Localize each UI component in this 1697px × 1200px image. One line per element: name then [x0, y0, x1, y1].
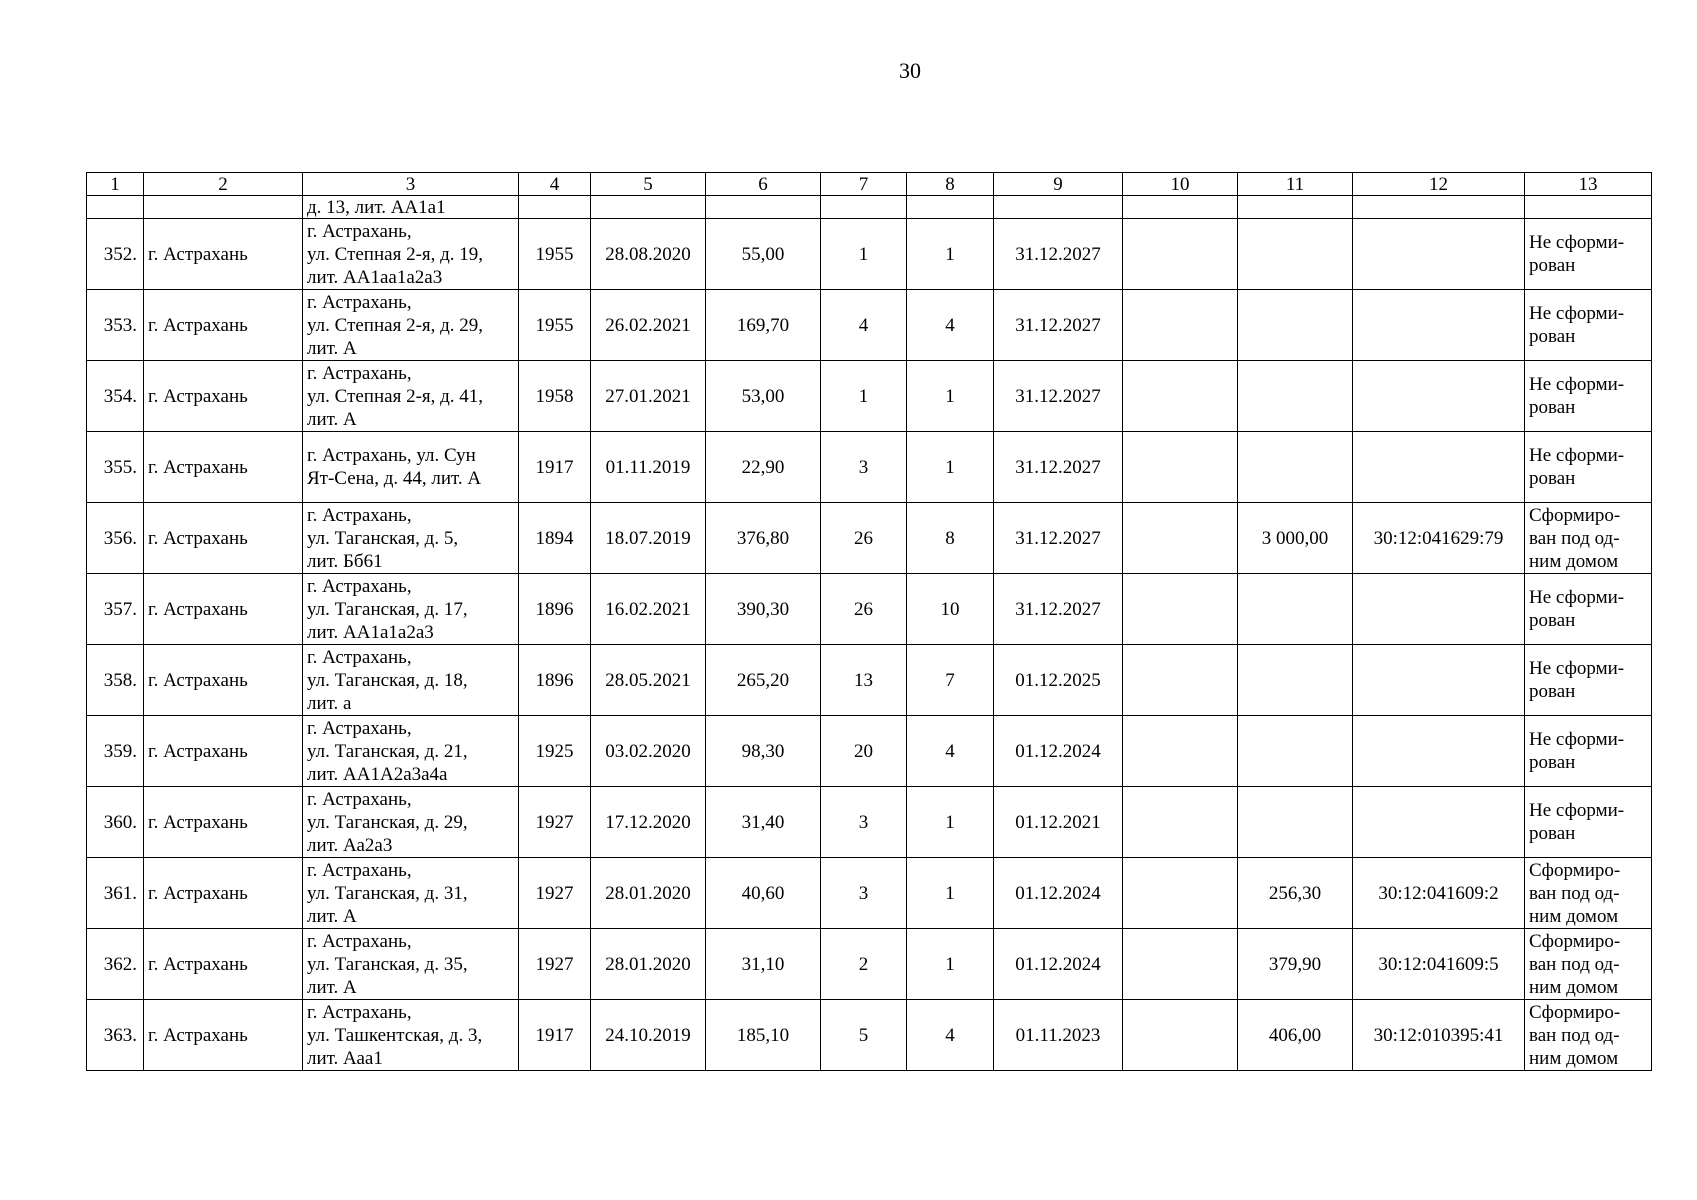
cell-deadline: 31.12.2027 — [994, 432, 1123, 503]
table-row — [87, 503, 1652, 574]
cell-city: г. Астрахань — [144, 787, 303, 858]
cell-status: Не сформи- рован — [1525, 574, 1652, 645]
cell-year: 1955 — [519, 219, 591, 290]
cell-col-8: 1 — [907, 432, 994, 503]
cell-empty — [1238, 196, 1353, 219]
cell-col-7: 1 — [821, 219, 907, 290]
cell-address: г. Астрахань, ул. Таганская, д. 21, лит. АА1А2а3а4а — [303, 716, 519, 787]
cell-year: 1917 — [519, 1000, 591, 1071]
cell-row-number: 359. — [87, 716, 144, 787]
cell-year: 1917 — [519, 432, 591, 503]
column-number: 4 — [519, 173, 591, 196]
column-number: 9 — [994, 173, 1123, 196]
column-number: 5 — [591, 173, 706, 196]
cell-year: 1927 — [519, 787, 591, 858]
cell-empty — [907, 196, 994, 219]
cell-empty — [821, 196, 907, 219]
cell-row-number: 353. — [87, 290, 144, 361]
cell-area: 53,00 — [706, 361, 821, 432]
cell-status: Сформиро- ван под од- ним домом — [1525, 503, 1652, 574]
cell-area: 265,20 — [706, 645, 821, 716]
column-number: 2 — [144, 173, 303, 196]
cell-land-area — [1238, 290, 1353, 361]
cell-land-area — [1238, 645, 1353, 716]
cell-address: г. Астрахань, ул. Таганская, д. 31, лит. А — [303, 858, 519, 929]
cell-deadline: 01.11.2023 — [994, 1000, 1123, 1071]
cell-cadastral-number: 30:12:041609:2 — [1353, 858, 1525, 929]
cell-land-area: 406,00 — [1238, 1000, 1353, 1071]
cell-cadastral-number — [1353, 787, 1525, 858]
cell-deadline: 31.12.2027 — [994, 574, 1123, 645]
table-body — [87, 173, 1652, 1071]
cell-year: 1925 — [519, 716, 591, 787]
cell-land-area — [1238, 787, 1353, 858]
cell-city: г. Астрахань — [144, 716, 303, 787]
cell-empty — [519, 196, 591, 219]
cell-date: 28.01.2020 — [591, 929, 706, 1000]
cell-area: 376,80 — [706, 503, 821, 574]
cell-land-area — [1238, 716, 1353, 787]
cell-col-8: 1 — [907, 219, 994, 290]
cell-col-8: 1 — [907, 787, 994, 858]
cell-col-8: 4 — [907, 1000, 994, 1071]
cell-year: 1896 — [519, 645, 591, 716]
cell-land-area — [1238, 574, 1353, 645]
cell-area: 390,30 — [706, 574, 821, 645]
cell-row-number: 363. — [87, 1000, 144, 1071]
cell-date: 01.11.2019 — [591, 432, 706, 503]
table-row — [87, 858, 1652, 929]
page-number: 30 — [899, 58, 921, 83]
cell-address: г. Астрахань, ул. Таганская, д. 35, лит. А — [303, 929, 519, 1000]
cell-col-8: 1 — [907, 929, 994, 1000]
cell-cadastral-number — [1353, 432, 1525, 503]
cell-col-8: 4 — [907, 716, 994, 787]
cell-date: 03.02.2020 — [591, 716, 706, 787]
column-number: 8 — [907, 173, 994, 196]
cell-row-number: 355. — [87, 432, 144, 503]
cell-col-10 — [1123, 929, 1238, 1000]
cell-cadastral-number — [1353, 645, 1525, 716]
cell-cadastral-number — [1353, 219, 1525, 290]
cell-empty — [591, 196, 706, 219]
table-row — [87, 290, 1652, 361]
cell-address: г. Астрахань, ул. Ташкентская, д. 3, лит. Ааа1 — [303, 1000, 519, 1071]
cell-col-7: 3 — [821, 787, 907, 858]
cell-address: г. Астрахань, ул. Степная 2-я, д. 41, лит. А — [303, 361, 519, 432]
column-number: 7 — [821, 173, 907, 196]
cell-row-number: 358. — [87, 645, 144, 716]
cell-address: г. Астрахань, ул. Степная 2-я, д. 29, лит. А — [303, 290, 519, 361]
cell-year: 1927 — [519, 929, 591, 1000]
cell-row-number: 361. — [87, 858, 144, 929]
cell-address: г. Астрахань, ул. Степная 2-я, д. 19, лит. АА1аа1а2а3 — [303, 219, 519, 290]
cell-col-7: 4 — [821, 290, 907, 361]
cell-empty — [144, 196, 303, 219]
cell-cadastral-number — [1353, 290, 1525, 361]
cell-col-7: 26 — [821, 574, 907, 645]
table-row — [87, 716, 1652, 787]
cell-col-8: 7 — [907, 645, 994, 716]
cell-empty — [1525, 196, 1652, 219]
cell-date: 28.01.2020 — [591, 858, 706, 929]
cell-status: Не сформи- рован — [1525, 290, 1652, 361]
cell-area: 55,00 — [706, 219, 821, 290]
cell-area: 22,90 — [706, 432, 821, 503]
cell-deadline: 01.12.2024 — [994, 858, 1123, 929]
cell-row-number: 360. — [87, 787, 144, 858]
cell-col-8: 8 — [907, 503, 994, 574]
cell-col-7: 2 — [821, 929, 907, 1000]
cell-area: 40,60 — [706, 858, 821, 929]
cell-year: 1927 — [519, 858, 591, 929]
cell-area: 31,10 — [706, 929, 821, 1000]
cell-address: г. Астрахань, ул. Сун Ят-Сена, д. 44, лит. А — [303, 432, 519, 503]
cell-deadline: 31.12.2027 — [994, 503, 1123, 574]
cell-city: г. Астрахань — [144, 1000, 303, 1071]
column-number: 3 — [303, 173, 519, 196]
cell-city: г. Астрахань — [144, 645, 303, 716]
cell-cadastral-number: 30:12:041629:79 — [1353, 503, 1525, 574]
cell-year: 1894 — [519, 503, 591, 574]
continuation-row — [87, 196, 1652, 219]
cell-year: 1955 — [519, 290, 591, 361]
cell-area: 31,40 — [706, 787, 821, 858]
cell-empty — [1123, 196, 1238, 219]
table-row — [87, 574, 1652, 645]
cell-date: 16.02.2021 — [591, 574, 706, 645]
cell-col-7: 13 — [821, 645, 907, 716]
cell-col-10 — [1123, 645, 1238, 716]
cell-col-10 — [1123, 574, 1238, 645]
cell-deadline: 31.12.2027 — [994, 361, 1123, 432]
cell-empty — [706, 196, 821, 219]
table-row — [87, 787, 1652, 858]
cell-col-10 — [1123, 432, 1238, 503]
cell-col-10 — [1123, 290, 1238, 361]
cell-land-area: 256,30 — [1238, 858, 1353, 929]
cell-row-number: 354. — [87, 361, 144, 432]
cell-row-number: 362. — [87, 929, 144, 1000]
cell-col-10 — [1123, 716, 1238, 787]
cell-col-8: 10 — [907, 574, 994, 645]
cell-status: Не сформи- рован — [1525, 219, 1652, 290]
cell-land-area — [1238, 361, 1353, 432]
cell-city: г. Астрахань — [144, 858, 303, 929]
cell-land-area — [1238, 219, 1353, 290]
column-number-row — [87, 173, 1652, 196]
cell-address: г. Астрахань, ул. Таганская, д. 17, лит. АА1а1а2а3 — [303, 574, 519, 645]
cell-year: 1896 — [519, 574, 591, 645]
column-number: 6 — [706, 173, 821, 196]
cell-cadastral-number — [1353, 716, 1525, 787]
cell-year: 1958 — [519, 361, 591, 432]
cell-deadline: 31.12.2027 — [994, 290, 1123, 361]
cell-city: г. Астрахань — [144, 574, 303, 645]
table-row — [87, 361, 1652, 432]
cell-deadline: 31.12.2027 — [994, 219, 1123, 290]
cell-city: г. Астрахань — [144, 432, 303, 503]
cell-deadline: 01.12.2021 — [994, 787, 1123, 858]
cell-land-area: 3 000,00 — [1238, 503, 1353, 574]
column-number: 10 — [1123, 173, 1238, 196]
cell-address: г. Астрахань, ул. Таганская, д. 5, лит. Бб61 — [303, 503, 519, 574]
cell-deadline: 01.12.2024 — [994, 716, 1123, 787]
column-number: 11 — [1238, 173, 1353, 196]
cell-land-area: 379,90 — [1238, 929, 1353, 1000]
cell-col-10 — [1123, 1000, 1238, 1071]
cell-empty — [1353, 196, 1525, 219]
cell-date: 24.10.2019 — [591, 1000, 706, 1071]
cell-status: Не сформи- рован — [1525, 432, 1652, 503]
cell-date: 26.02.2021 — [591, 290, 706, 361]
cell-col-10 — [1123, 787, 1238, 858]
cell-col-10 — [1123, 361, 1238, 432]
cell-city: г. Астрахань — [144, 361, 303, 432]
cell-address-continuation: д. 13, лит. АА1а1 — [303, 196, 519, 219]
table-row — [87, 1000, 1652, 1071]
cell-col-7: 26 — [821, 503, 907, 574]
cell-status: Сформиро- ван под од- ним домом — [1525, 1000, 1652, 1071]
cell-empty — [87, 196, 144, 219]
cell-area: 169,70 — [706, 290, 821, 361]
cell-col-10 — [1123, 503, 1238, 574]
cell-col-10 — [1123, 219, 1238, 290]
cell-status: Не сформи- рован — [1525, 361, 1652, 432]
cell-col-7: 3 — [821, 858, 907, 929]
cell-col-8: 4 — [907, 290, 994, 361]
cell-status: Не сформи- рован — [1525, 787, 1652, 858]
cell-row-number: 356. — [87, 503, 144, 574]
table-row — [87, 432, 1652, 503]
cell-cadastral-number: 30:12:041609:5 — [1353, 929, 1525, 1000]
column-number: 13 — [1525, 173, 1652, 196]
cell-status: Не сформи- рован — [1525, 716, 1652, 787]
table-row — [87, 219, 1652, 290]
cell-deadline: 01.12.2024 — [994, 929, 1123, 1000]
cell-date: 28.08.2020 — [591, 219, 706, 290]
cell-address: г. Астрахань, ул. Таганская, д. 29, лит. Аа2а3 — [303, 787, 519, 858]
cell-cadastral-number — [1353, 574, 1525, 645]
cell-cadastral-number: 30:12:010395:41 — [1353, 1000, 1525, 1071]
cell-area: 185,10 — [706, 1000, 821, 1071]
cell-status: Сформиро- ван под од- ним домом — [1525, 929, 1652, 1000]
cell-status: Сформиро- ван под од- ним домом — [1525, 858, 1652, 929]
cell-date: 28.05.2021 — [591, 645, 706, 716]
cell-deadline: 01.12.2025 — [994, 645, 1123, 716]
cell-col-7: 3 — [821, 432, 907, 503]
cell-col-10 — [1123, 858, 1238, 929]
cell-row-number: 352. — [87, 219, 144, 290]
cell-area: 98,30 — [706, 716, 821, 787]
cell-city: г. Астрахань — [144, 503, 303, 574]
cell-col-8: 1 — [907, 361, 994, 432]
cell-status: Не сформи- рован — [1525, 645, 1652, 716]
cell-date: 27.01.2021 — [591, 361, 706, 432]
cell-address: г. Астрахань, ул. Таганская, д. 18, лит. а — [303, 645, 519, 716]
table-row — [87, 645, 1652, 716]
table-row — [87, 929, 1652, 1000]
cell-date: 17.12.2020 — [591, 787, 706, 858]
cell-date: 18.07.2019 — [591, 503, 706, 574]
cell-empty — [994, 196, 1123, 219]
cell-col-7: 5 — [821, 1000, 907, 1071]
cell-cadastral-number — [1353, 361, 1525, 432]
cell-col-7: 20 — [821, 716, 907, 787]
cell-land-area — [1238, 432, 1353, 503]
cell-row-number: 357. — [87, 574, 144, 645]
housing-registry-table — [86, 172, 1652, 1071]
column-number: 12 — [1353, 173, 1525, 196]
cell-city: г. Астрахань — [144, 290, 303, 361]
cell-col-7: 1 — [821, 361, 907, 432]
cell-city: г. Астрахань — [144, 929, 303, 1000]
cell-city: г. Астрахань — [144, 219, 303, 290]
cell-col-8: 1 — [907, 858, 994, 929]
column-number: 1 — [87, 173, 144, 196]
